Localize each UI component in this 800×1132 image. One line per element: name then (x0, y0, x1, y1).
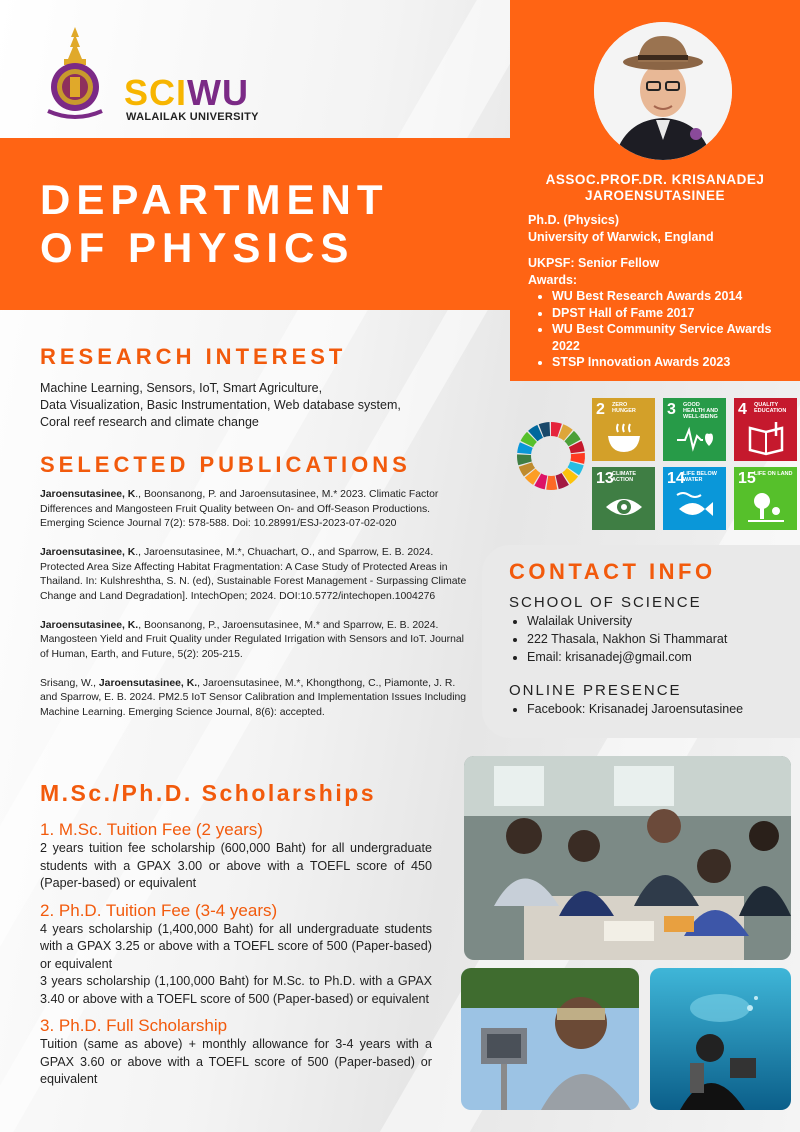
sdg-tile: 13 CLIMATE ACTION (592, 467, 655, 530)
research-line: Data Visualization, Basic Instrumentation, Web database system, (40, 398, 401, 412)
research-heading: RESEARCH INTEREST (40, 344, 347, 369)
profile-institution: University of Warwick, England (528, 229, 714, 244)
facebook-link[interactable]: • Facebook: Krisanadej Jaroensutasinee (527, 700, 797, 718)
scholarship-text: 2 years tuition fee scholarship (600,000 Baht) for all undergraduate students with a GPAX 3.00 or above with a TOEFL score of 450 (Paper-based) or equivalent (40, 841, 432, 890)
research-text (40, 380, 480, 431)
profile-photo (594, 22, 732, 160)
heartbeat-icon (675, 420, 715, 456)
profile-info (528, 212, 793, 371)
awards-label: Awards: (528, 272, 578, 287)
sciwu-logo (124, 72, 249, 113)
award-item: • WU Best Community Service Awards 2022 (552, 321, 793, 354)
logo-sci-text: SCI (124, 72, 188, 113)
scholarship-text: Tuition (same as above) + monthly allowance for 3-4 years with a GPAX 3.60 or above with a TOEFL score of 500 (Paper-based) or equivalent (40, 1037, 432, 1086)
sdg-tile: 14 LIFE BELOW WATER (663, 467, 726, 530)
awards-list (552, 288, 793, 371)
award-item: • WU Best Research Awards 2014 (552, 288, 793, 305)
publication-item: Jaroensutasinee, K., Boonsanong, P. and Jaroensutasinee, M.* 2023. Climatic Factor Differences and Mangosteen Fruit Quality between On- and Off-Season Productions. Emerging Science Journal 7(2): 578-588. Doi: 10.28991/ESJ-2023-07-02-020 (40, 489, 439, 529)
contact-item: • 222 Thasala, Nakhon Si Thammarat (527, 630, 797, 648)
underwater-scene-icon (650, 968, 791, 1110)
publications-heading: SELECTED PUBLICATIONS (40, 452, 411, 477)
title-line-2: OF PHYSICS (40, 224, 355, 271)
sdg-tile: 4 QUALITY EDUCATION (734, 398, 797, 461)
profile-name: ASSOC.PROF.DR. KRISANADEJ JAROENSUTASINEE (545, 172, 765, 203)
university-name: WALAILAK UNIVERSITY (126, 111, 259, 123)
field-sensor-photo (461, 968, 639, 1110)
profile-degree: Ph.D. (Physics) (528, 213, 619, 227)
diving-photo (650, 968, 791, 1110)
scholarship-title: 1. M.Sc. Tuition Fee (2 years) (40, 820, 263, 839)
fish-icon (675, 489, 715, 525)
eye-icon (604, 489, 644, 525)
school-heading: SCHOOL OF SCIENCE (509, 594, 702, 611)
scholarships-heading: M.Sc./Ph.D. Scholarships (40, 780, 377, 806)
contact-panel (482, 545, 800, 738)
sdg-tile: 3 GOOD HEALTH AND WELL-BEING (663, 398, 726, 461)
page-title (40, 176, 389, 272)
field-scene-icon (461, 968, 639, 1110)
sdg-wheel-segment (546, 476, 557, 490)
sdg-tile: 15 LIFE ON LAND (734, 467, 797, 530)
university-crest-icon (40, 25, 110, 123)
publication-item: Jaroensutasinee, K., Jaroensutasinee, M.*, Chuachart, O., and Sparrow, E. B. 2024. Protected Area Size Affecting Habitat Fragmentation: A Case Study of Protected Areas in Thailand. In: Kulshreshtha, S. N. (ed), Sustainable Forest Management - Surpassing Climate Change and Land Degradation]. IntechOpen; 2024. DOI:10.5772/intechopen.1004276 (40, 547, 467, 602)
online-heading: ONLINE PRESENCE (509, 682, 682, 699)
publication-item: Jaroensutasinee, K., Boonsanong, P., Jaroensutasinee, M.* and Sparrow, E. B. 2024. Mangosteen Yield and Fruit Quality under Regulated Irrigation with Sensors and IoT. Journal of Human, Earth, and Future, 5(2): 205-215. (40, 619, 464, 660)
contact-list (527, 612, 797, 666)
online-list (527, 700, 797, 718)
publications-list (40, 488, 472, 735)
publication-item: Srisang, W., Jaroensutasinee, K., Jaroensutasinee, M.*, Khongthong, C., Piamonte, J. R. and Sparrow, E. B. 2024. PM2.5 IoT Sensor Calibration and Implementation Issues Including Machine Learning. Emerging Science Journal, 8(6): accepted. (40, 677, 467, 718)
book-icon (746, 420, 786, 456)
profile-fellow: UKPSF: Senior Fellow (528, 256, 660, 270)
research-line: Machine Learning, Sensors, IoT, Smart Agriculture, (40, 381, 323, 395)
scholarship-text: 4 years scholarship (1,400,000 Baht) for all undergraduate students with a GPAX 3.25 or above with a TOEFL score of 500 (Paper-based) or equivalent (40, 921, 432, 971)
bowl-icon (604, 420, 644, 456)
title-line-1: DEPARTMENT (40, 176, 389, 223)
sdg-wheel-icon (515, 420, 587, 492)
sdg-tile: 2 ZERO HUNGER (592, 398, 655, 461)
tree-icon (746, 489, 786, 525)
scholarship-text: 3 years scholarship (1,100,000 Baht) for M.Sc. to Ph.D. with a GPAX 3.40 or above with a TOEFL score of 500 (Paper-based) or equivalent (40, 974, 432, 1006)
scholarship-title: 2. Ph.D. Tuition Fee (3-4 years) (40, 900, 278, 920)
scholarships-list (40, 820, 432, 1097)
research-line: Coral reef research and climate change (40, 415, 259, 429)
logo-wu-text: WU (187, 72, 249, 113)
contact-heading: CONTACT INFO (509, 559, 716, 584)
contact-email[interactable]: • Email: krisanadej@gmail.com (527, 648, 797, 666)
award-item: • DPST Hall of Fame 2017 (552, 305, 793, 322)
classroom-photo (464, 756, 791, 960)
contact-item: • Walailak University (527, 612, 797, 630)
person-portrait-icon (594, 22, 732, 160)
scholarship-title: 3. Ph.D. Full Scholarship (40, 1016, 228, 1035)
logo-area (40, 25, 280, 125)
award-item: • STSP Innovation Awards 2023 (552, 354, 793, 371)
classroom-scene-icon (464, 756, 791, 960)
